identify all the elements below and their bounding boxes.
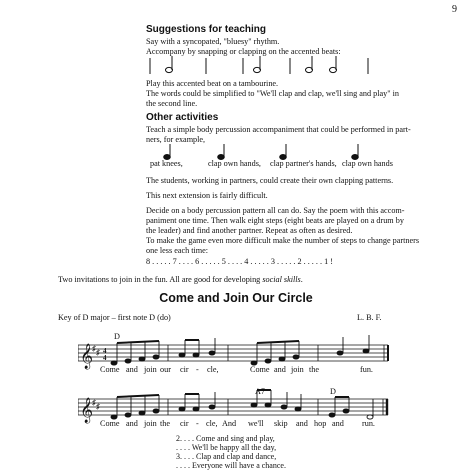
lyric-2-1: Come [100, 419, 120, 428]
song-intro-text: Two invitations to join in the fun. All are good for developing [58, 275, 263, 284]
additional-verses [176, 434, 286, 470]
lyric-1-9: and [274, 365, 286, 374]
other-activities-heading: Other activities [146, 112, 219, 123]
lyric-1-11: the [309, 365, 320, 374]
other-paragraph-1: The students, working in partners, could create their own clapping patterns. [146, 176, 394, 185]
lyric-2-8: And [222, 419, 237, 428]
lyric-1-6: - [196, 365, 199, 374]
chord-d-line-2: D [330, 387, 336, 396]
other-paragraph-2: This next extension is fairly difficult. [146, 191, 268, 200]
verse-line-4: . . . . Everyone will have a chance. [176, 461, 286, 470]
verse-line-1: 2. . . . Come and sing and play, [176, 434, 275, 443]
lyric-1-5: cir [180, 365, 189, 374]
svg-text:♯: ♯ [92, 398, 96, 407]
lyric-1-8: Come [250, 365, 270, 374]
action-pat-knees: pat knees, [150, 159, 183, 168]
page-number: 9 [452, 4, 457, 15]
lyric-1-7: cle, [207, 365, 219, 374]
svg-text:𝄞: 𝄞 [80, 397, 94, 422]
lyric-2-10: skip [274, 419, 288, 428]
song-intro-emphasis: social skills [262, 275, 301, 284]
lyric-1-1: Come [100, 365, 120, 374]
other-paragraph-3-line-3: the leader) and find another partner. Repeat as often as desired. [146, 226, 353, 235]
song-intro [58, 275, 303, 285]
lyric-2-14: run. [362, 419, 375, 428]
tambourine-line-3: the second line. [146, 99, 198, 108]
lyric-2-4: the [160, 419, 171, 428]
other-line-1: Teach a simple body percussion accompaniment that could be performed in part- [146, 125, 411, 134]
svg-text:4: 4 [103, 347, 107, 355]
song-title: Come and Join Our Circle [159, 291, 313, 305]
chord-a7: A7 [255, 387, 266, 396]
svg-text:♯: ♯ [96, 402, 100, 411]
svg-text:4: 4 [103, 354, 107, 362]
verse-line-3: 3. . . . Clap and clap and dance, [176, 452, 277, 461]
action-clap-own-hands: clap own hands, [208, 159, 261, 168]
tambourine-line-1: Play this accented beat on a tambourine. [146, 79, 279, 88]
song-author: L. B. F. [357, 313, 382, 322]
lyric-2-9: we'll [248, 419, 264, 428]
other-paragraph-3-line-4: To make the game even more difficult make the number of steps to change partners [146, 236, 420, 245]
svg-text:♯: ♯ [92, 344, 96, 353]
other-line-2: ners, for example, [146, 135, 206, 144]
accent-rhythm-notation [146, 52, 386, 78]
other-paragraph-3-line-5: one less each time: [146, 246, 209, 255]
action-clap-own-hands-2: clap own hands [342, 159, 393, 168]
svg-text:𝄞: 𝄞 [80, 343, 94, 368]
tambourine-line-2: The words could be simplified to "We'll clap and clap, we'll sing and play" in [146, 89, 399, 98]
lyric-2-11: and [296, 419, 308, 428]
suggestions-line-2: Accompany by snapping or clapping on the accented beats: [146, 47, 341, 56]
lyric-1-2: and [126, 365, 138, 374]
lyric-2-5: cir [180, 419, 189, 428]
svg-text:♯: ♯ [96, 348, 100, 357]
suggestions-heading: Suggestions for teaching [146, 24, 267, 35]
lyric-2-3: join [144, 419, 157, 428]
lyric-1-4: our [160, 365, 171, 374]
lyric-2-6: - [196, 419, 199, 428]
lyric-2-12: hop [314, 419, 327, 428]
lyric-2-13: and [332, 419, 344, 428]
lyric-2-7: cle, [206, 419, 218, 428]
lyric-1-3: join [144, 365, 157, 374]
lyric-1-10: join [291, 365, 304, 374]
song-intro-end: . [300, 275, 303, 284]
suggestions-line-1: Say with a syncopated, "bluesy" rhythm. [146, 37, 280, 46]
countdown-sequence: 8 . . . . . 7 . . . . 6 . . . . . 5 . . . . 4 . . . . . 3 . . . . . 2 . . . . . 1 ! [146, 257, 333, 266]
lyric-2-2: and [126, 419, 138, 428]
lyric-1-12: fun. [360, 365, 373, 374]
other-paragraph-3-line-1: Decide on a body percussion pattern all can do. Say the poem with this accom- [146, 206, 405, 215]
song-key: Key of D major – first note D (do) [58, 313, 171, 322]
action-clap-partners-hands: clap partner's hands, [270, 159, 337, 168]
other-paragraph-3-line-2: paniment one time. Then walk eight steps (eight beats are played on a drum by [146, 216, 404, 225]
chord-d-line-1: D [114, 332, 120, 341]
verse-line-2: . . . . We'll be happy all the day, [176, 443, 277, 452]
